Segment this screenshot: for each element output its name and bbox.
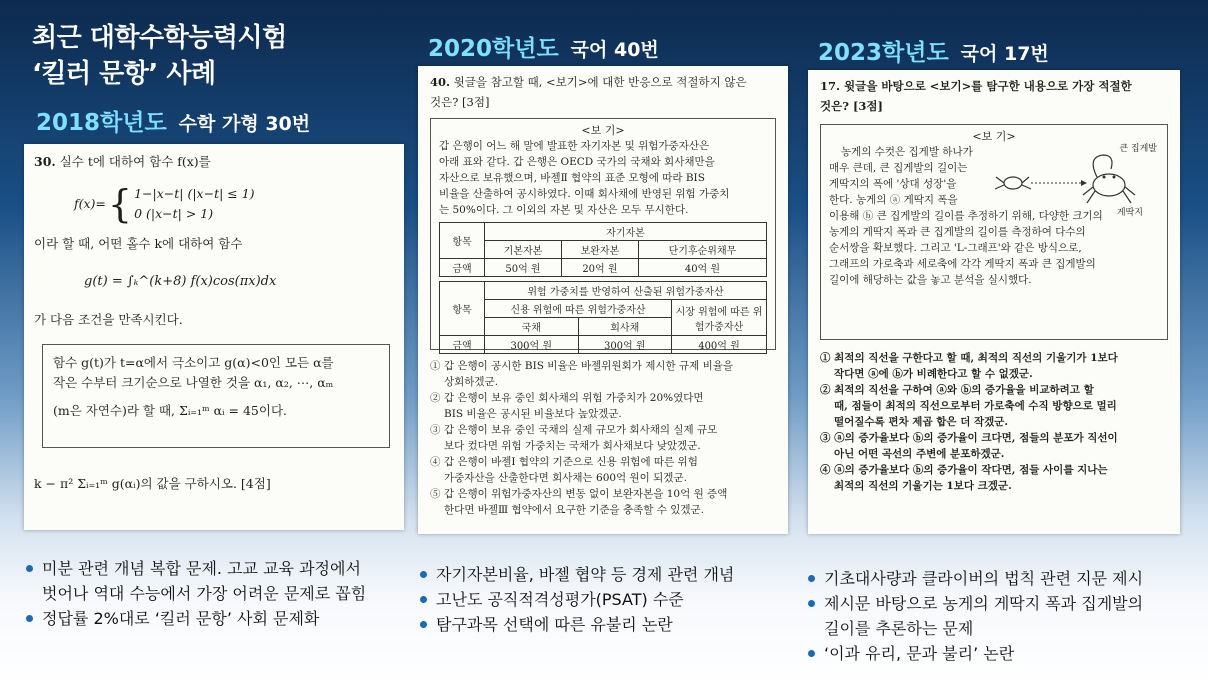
p3-bogi-box [820,124,1168,340]
p1-text2: 이라 할 때, 어떤 홀수 k에 대하여 함수 [34,236,243,251]
p3-choice-4: ④ ⓐ의 증가율보다 ⓑ의 증가율이 작다면, 점들 사이를 지나는 [820,464,1108,476]
panel1-subject: 수학 가형 30번 [178,113,311,135]
panel1-bullet: 정답률 2%대로 ‘킬러 문항’ 사회 문제화 [26,606,366,631]
panel3-bullet: 제시문 바탕으로 농게의 게딱지 폭과 집게발의 [808,591,1143,616]
p2-choices [430,358,776,518]
p1-cases [134,184,254,224]
p2-bogi-line: 자산으로 보유했으며, 바젤Ⅱ 협약의 표준 모형에 따라 BIS [439,172,705,184]
p2-bogi-line: 비율을 산출하여 공시하였다. 이때 회사채에 반영된 위험 가중치 [439,188,730,200]
p3-choices [820,350,1168,494]
p2-t1-head-group: 자기자본 [485,223,767,241]
panel3-year: 2023학년도 [818,40,949,66]
p3-bogi-line: 매우 큰데, 큰 집게발의 길이는 [829,162,968,174]
panel2-header [428,30,659,63]
p1-question-number: 30. [34,154,56,169]
panel1-year: 2018학년도 [36,110,167,136]
p2-text2: 것은? [3점] [430,95,490,109]
p3-question-line1 [820,76,1168,96]
p2-text1: 윗글을 참고할 때, <보기>에 대한 반응으로 적절하지 않은 [453,75,747,89]
panel2-bullets [420,562,734,637]
p2-t2-sub: 회사채 [578,318,672,336]
p3-choice-4-cont: 최적의 직선의 기울기는 1보다 크겠군. [834,480,1012,492]
p3-bogi-line: 한다. 농게의 ⓐ 게딱지 폭을 [829,194,958,206]
panel1-header [36,104,310,137]
panel3-bullet-cont: 길이를 추론하는 문제 [824,619,974,638]
p2-t2-sub: 국채 [485,318,579,336]
panel2-subject: 국어 40번 [570,39,659,61]
p2-choice-5-cont: 한다면 바젤Ⅲ 협약에서 요구한 기준을 충족할 수 있겠군. [444,504,704,516]
p2-t1-cell: 50억 원 [485,259,562,277]
panel1-bullet: 미분 관련 개념 복합 문제. 고교 교육 과정에서 [26,556,366,581]
main-title-line2: ‘킬러 문항’ 사례 [32,59,216,89]
p2-choice-3-cont: 보다 컸다면 위험 가중치는 국채가 회사채보다 낮았겠군. [444,440,701,452]
p2-table2 [439,281,767,354]
p3-bogi-line: 농게의 수컷은 집게발 하나가 [841,146,973,158]
panel2-bullet: 탐구과목 선택에 따른 유불리 논란 [420,612,734,637]
panel1-bullets [26,556,366,631]
p3-label-shell: 게딱지 [1116,208,1143,218]
p2-t2-cell: 300억 원 [485,336,579,354]
p3-choice-2: ② 최적의 직선을 구하여 ⓐ와 ⓑ의 증가율을 비교하려고 할 [820,384,1094,396]
p3-bogi-title: <보 기> [972,130,1016,143]
p2-choice-1-cont: 상회하겠군. [444,376,499,388]
p1-text4: k − π² Σᵢ₌₁ᵐ g(αᵢ)의 값을 구하시오. [4점] [34,476,271,491]
p2-choice-2: ② 갑 은행이 보유 중인 회사채의 위험 가중치가 20%였다면 [430,392,704,404]
p2-bogi-line: 갑 은행이 어느 해 말에 발표한 자기자본 및 위험가중자산은 [439,140,710,152]
p1-case1: 1−|x−t| (|x−t| ≤ 1) [134,186,255,201]
p2-choice-3: ③ 갑 은행이 보유 중인 국채의 실제 규모가 회사채의 실제 규모 [430,424,718,436]
p3-choice-2-cont2: 떨어질수록 편차 제곱 합은 더 작겠군. [834,416,1009,428]
p2-t2-cell: 300억 원 [578,336,672,354]
p3-bogi-line: 게딱지의 폭에 '상대 성장'을 [829,178,957,190]
main-title-line1: 최근 대학수학능력시험 [32,23,287,53]
p2-t2-head-item: 항목 [440,282,485,336]
p2-bogi-line: 아래 표와 같다. 갑 은행은 OECD 국가의 국채와 회사채만을 [439,156,715,168]
p3-choice-1-cont: 작다면 ⓐ에 ⓑ가 비례한다고 할 수 없겠군. [834,368,1033,380]
p2-choice-1: ① 갑 은행이 공시한 BIS 비율은 바젤위원회가 제시한 규제 비율을 [430,360,734,372]
p2-t2-head-group: 위험 가중치를 반영하여 산출된 위험가중자산 [485,282,767,300]
p3-text1: 윗글을 바탕으로 <보기>를 탐구한 내용으로 가장 적절한 [844,79,1132,93]
p3-question-number: 17. [820,79,841,93]
panel3-header [818,34,1049,67]
p1-text1: 실수 t에 대하여 함수 f(x)를 [59,154,211,169]
p1-condition-box [42,344,390,448]
p2-t2-head-market: 시장 위험에 따른 위험가중자산 [672,300,767,336]
large-crab-icon [1083,155,1135,203]
p3-choice-2-cont: 때, 점들이 최적의 직선으로부터 가로축에 수직 방향으로 멀리 [834,400,1117,412]
p3-bogi-line: 농게의 게딱지 폭과 큰 집게발의 길이를 측정하여 다수의 [829,226,1086,238]
panel2-year: 2020학년도 [428,36,559,62]
p2-question-number: 40. [430,75,451,89]
panel2-problem [418,66,788,534]
p2-table1 [439,222,767,277]
panel3-subject: 국어 17번 [960,43,1049,65]
p3-label-claw: 큰 집게발 [1119,144,1157,154]
p1-piecewise [74,184,394,224]
p3-text2: 것은? [3점] [820,99,883,113]
p1-gt: g(t) = ∫ₖ^(k+8) f(x)cos(πx)dx [84,274,277,289]
p2-question-line1 [430,72,776,92]
p2-t1-col: 보완자본 [561,241,638,259]
p2-t2-cell: 400억 원 [672,336,767,354]
p1-cond3: (m은 자연수)라 할 때, Σᵢ₌₁ᵐ αᵢ = 45이다. [53,403,288,418]
panel3-bullet: 기초대사량과 클라이버의 법칙 관련 지문 제시 [808,566,1143,591]
p3-bogi-line: 그래프의 가로축과 세로축에 각각 게딱지 폭과 큰 집게발의 [829,258,1096,270]
p2-choice-5: ⑤ 갑 은행이 위험가중자산의 변동 없이 보완자본을 10억 원 증액 [430,488,728,500]
p3-choice-3-cont: 아닌 어떤 곡선의 주변에 분포하겠군. [834,448,1005,460]
p2-choice-4-cont: 가중자산을 산출한다면 회사채는 600억 원이 되겠군. [444,472,687,484]
panel3-problem [808,70,1180,534]
panel2-bullet: 고난도 공직적격성평가(PSAT) 수준 [420,587,734,612]
p3-bogi-line: 이용해 ⓑ 큰 집게발의 길이를 추정하기 위해, 다양한 크기의 [829,210,1103,222]
p1-fx: f(x)= [74,196,106,211]
p3-choice-1: ① 최적의 직선을 구한다고 할 때, 최적의 직선의 기울기가 1보다 [820,352,1118,364]
p2-t1-cell: 40억 원 [638,259,766,277]
panel3-bullets [808,566,1143,666]
p2-t1-col: 기본자본 [485,241,562,259]
fiddler-crab-illustration [991,147,1141,211]
p2-bogi-title: <보 기> [581,124,625,137]
panel3-bullet: ‘이과 유리, 문과 불리’ 논란 [808,641,1143,666]
panel1-bullet-cont: 벗어나 역대 수능에서 가장 어려운 문제로 꼽힘 [42,584,367,603]
p3-bogi-line: 순서쌍을 확보했다. 그리고 'L-그래프'와 같은 방식으로, [829,242,1082,254]
p2-bogi-line: 는 50%이다. 그 이외의 자본 및 자산은 모두 무시한다. [439,204,689,216]
p3-bogi-line: 길이에 해당하는 값을 놓고 분석을 실시했다. [829,274,1032,286]
p1-cond1: 함수 g(t)가 t=α에서 극소이고 g(α)<0인 모든 α를 [53,355,334,370]
main-title [32,20,287,92]
p2-t1-row-label: 금액 [440,259,485,277]
p2-t2-row-label: 금액 [440,336,485,354]
p2-t1-col: 단기후순위채무 [638,241,766,259]
p1-case2: 0 (|x−t| > 1) [134,206,214,221]
panel2-bullet: 자기자본비율, 바젤 협약 등 경제 관련 개념 [420,562,734,587]
p2-t1-cell: 20억 원 [561,259,638,277]
small-crab-icon [995,177,1031,189]
p2-t1-head-item: 항목 [440,223,485,259]
panel1-problem [24,144,404,530]
p1-question-line1 [34,152,394,172]
p3-choice-3: ③ ⓐ의 증가율보다 ⓑ의 증가율이 크다면, 점들의 분포가 직선이 [820,432,1118,444]
p2-bogi-box [430,118,776,350]
p1-cond2: 작은 수부터 크기순으로 나열한 것을 α₁, α₂, ⋯, αₘ [53,375,334,390]
p1-brace: { [107,182,133,226]
p2-choice-4: ④ 갑 은행이 바젤Ⅰ 협약의 기준으로 신용 위험에 따른 위험 [430,456,698,468]
p1-text3: 가 다음 조건을 만족시킨다. [34,312,183,327]
p2-t2-head-credit: 신용 위험에 따른 위험가중자산 [485,300,672,318]
p2-choice-2-cont: BIS 비율은 공시된 비율보다 높았겠군. [444,408,622,420]
